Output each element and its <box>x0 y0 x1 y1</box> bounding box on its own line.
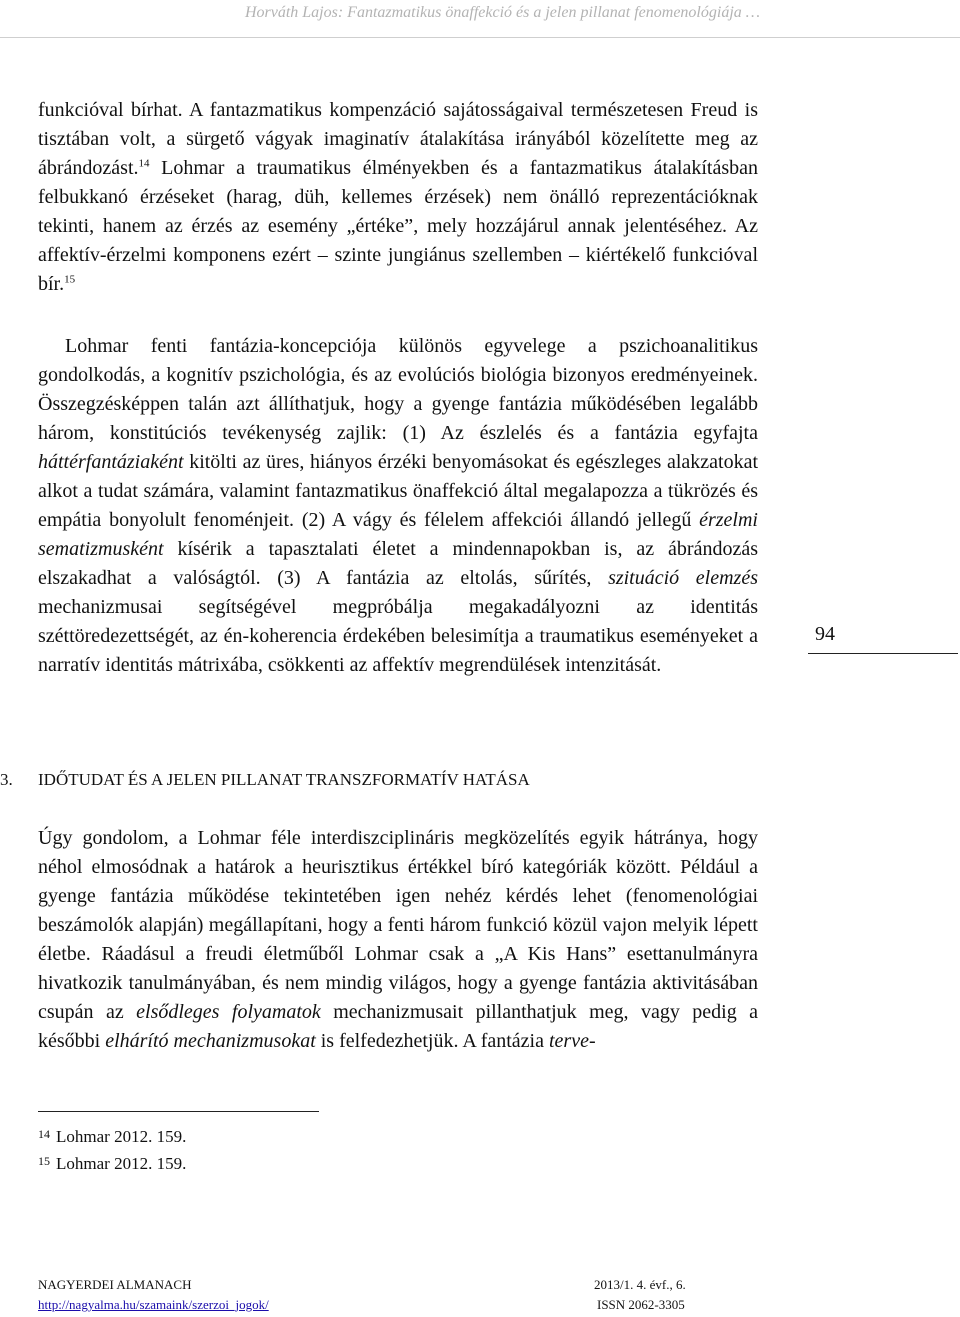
paragraph-2 <box>38 332 758 680</box>
paragraph-3-text-b: mechanizmusait pillanthatjuk meg, vagy pedig a későbbi <box>38 1001 758 1052</box>
paragraph-1 <box>38 96 758 299</box>
footnote-separator <box>38 1111 319 1112</box>
paragraph-2-text-c: kísérik a tapasztalati életet a mindennapokban is, az ábrándozás elszakadhat a valóságtól. (3) A fantázia az eltolás, sűrítés, <box>38 538 758 589</box>
paragraph-2-text-d: mechanizmusai segítségével megpróbálja megakadályozni az identitás széttöredezettségét, az én-koherencia érdekében belesimítja a traumatikus eseményeket a narratív identitás mátrixába, csökkenti az affektív megrendülések intenzitását. <box>38 596 758 676</box>
footnote-ref-14[interactable]: 14 <box>138 157 150 170</box>
footnote-14 <box>38 1127 186 1147</box>
footer-journal: NAGYERDEI ALMANACH <box>38 1277 192 1292</box>
section-title: IDŐTUDAT ÉS A JELEN PILLANAT TRANSZFORMATÍV HATÁSA <box>38 770 530 789</box>
paragraph-1-text-b: Lohmar a traumatikus élményekben és a fantazmatikus átalakításban felbukkanó érzéseket (harag, düh, kellemes érzések) nem önálló reprezentációknak tekinti, hanem az érzés az esemény „értéke”, mely hozzájárul annak jelentéséhez. Az affektív-érzelmi komponens ezért – szinte jungiánus szellemben – kiértékelő funkcióval bír. <box>38 157 758 295</box>
paragraph-3-text-c: is felfedezhetjük. A fantázia <box>315 1030 549 1052</box>
paragraph-2-italic-c: szituáció elemzés <box>608 567 759 589</box>
paragraph-2-italic-b: érzelmi sematizmusként <box>38 509 758 560</box>
footer-url-link[interactable]: http://nagyalma.hu/szamaink/szerzoi_jogok/ <box>38 1297 269 1312</box>
paragraph-3-text-a: Úgy gondolom, a Lohmar féle interdiszciplináris megközelítés egyik hátránya, hogy néhol elmosódnak a határok a heurisztikus értékkel bíró kategóriák között. Például a gyenge fantázia működése tekintetében igen nehéz kérdés lehet (fenomenológiai beszámolók alapján) megállapítani, hogy a fenti három funkció közül vajon melyik lépett életbe. Ráadásul a freudi életműből Lohmar csak a „A Kis Hans” esettanulmányra hivatkozik tanulmányában, és nem mindig világos, hogy a gyenge fantázia aktivitásában csupán az <box>38 827 758 1023</box>
footer-issue: 2013/1. 4. évf., 6. <box>594 1277 686 1292</box>
page-number-rule <box>808 653 958 654</box>
footnote-15 <box>38 1154 186 1174</box>
paragraph-2-text-a: Lohmar fenti fantázia-koncepciója különös egyvelege a pszichoanalitikus gondolkodás, a kognitív pszichológia, és az evolúciós biológia bizonyos eredményeinek. Összegzésképpen talán azt állíthatjuk, hogy a gyenge fantázia működésében legalább három, konstitúciós tevékenység zajlik: (1) Az észlelés és a fantázia egyfajta <box>38 335 758 444</box>
section-number: 3. <box>0 770 13 789</box>
paragraph-1-text-a: funkcióval bírhat. A fantazmatikus kompenzáció sajátosságaival természetesen Freud is tisztában volt, a sürgető vágyak imaginatív átalakítása irányából közelítette meg az ábrándozást. <box>38 99 758 179</box>
footnote-15-mark: 15 <box>38 1154 50 1168</box>
footnote-14-text: Lohmar 2012. 159. <box>56 1127 187 1146</box>
footer-issn: ISSN 2062-3305 <box>597 1297 685 1312</box>
footer-url-container <box>38 1297 269 1313</box>
running-header: Horváth Lajos: Fantazmatikus önaffekció és a jelen pillanat fenomenológiája … <box>244 4 760 21</box>
section-heading <box>0 770 530 790</box>
header-rule <box>0 37 960 38</box>
paragraph-2-italic-a: háttérfantáziaként <box>38 451 184 473</box>
footnote-14-mark: 14 <box>38 1127 50 1141</box>
paragraph-3-italic-a: elsődleges folyamatok <box>136 1001 321 1023</box>
page-number: 94 <box>815 623 835 645</box>
footnote-15-text: Lohmar 2012. 159. <box>56 1154 187 1173</box>
paragraph-3 <box>38 824 758 1056</box>
paragraph-3-italic-b: elhárító mechanizmusokat <box>105 1030 316 1052</box>
paragraph-2-text-b: kitölti az üres, hiányos érzéki benyomásokat és egészleges alakzatokat alkot a tudat számára, valamint fantazmatikus önaffekció által megalapozza a tükrözés és empátia bonyolult fenoménjeit. (2) A vágy és félelem affekciói állandó jellegű <box>38 451 758 531</box>
paragraph-3-italic-c: terve- <box>548 1030 596 1052</box>
footnote-ref-15[interactable]: 15 <box>64 273 76 286</box>
